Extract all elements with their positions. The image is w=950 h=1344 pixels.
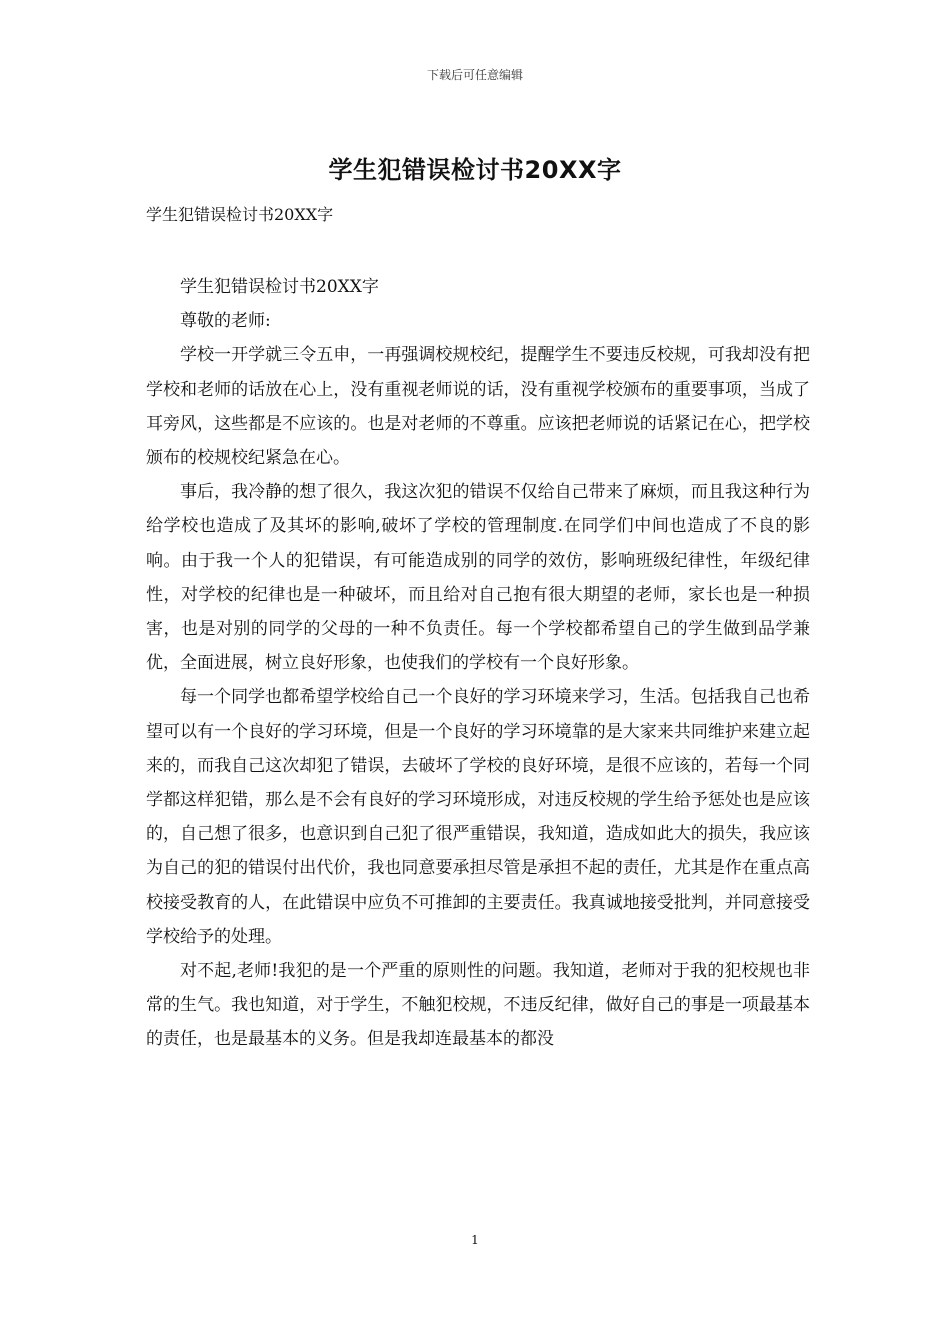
page-header-note: 下载后可任意编辑	[426, 68, 523, 82]
body-paragraph: 对不起,老师!我犯的是一个严重的原则性的问题。我知道，老师对于我的犯校规也非常的生气。我也知道，对于学生，不触犯校规，不违反纪律，做好自己的事是一项最基本的责任，也是最基本的义务。但是我却连最基本的都没	[146, 961, 810, 1050]
body-paragraph: 学生犯错误检讨书20XX字	[180, 277, 379, 297]
page-number: 1	[471, 1233, 479, 1247]
document-subtitle: 学生犯错误检讨书20XX字	[146, 205, 334, 224]
document-title: 学生犯错误检讨书20XX字	[328, 156, 622, 184]
document-body	[146, 270, 810, 1057]
salutation: 尊敬的老师:	[180, 311, 271, 332]
body-paragraph: 学校一开学就三令五申，一再强调校规校纪，提醒学生不要违反校规，可我却没有把学校和老师的话放在心上，没有重视老师说的话，没有重视学校颁布的重要事项，当成了耳旁风，这些都是不应该的。也是对老师的不尊重。应该把老师说的话紧记在心，把学校颁布的校规校纪紧急在心。	[146, 345, 810, 469]
body-paragraph: 每一个同学也都希望学校给自己一个良好的学习环境来学习，生活。包括我自己也希望可以有一个良好的学习环境，但是一个良好的学习环境靠的是大家来共同维护来建立起来的，而我自己这次却犯了错误，去破坏了学校的良好环境，是很不应该的，若每一个同学都这样犯错，那么是不会有良好的学习环境形成，对违反校规的学生给予惩处也是应该的，自己想了很多，也意识到自己犯了很严重错误，我知道，造成如此大的损失，我应该为自己的犯的错误付出代价，我也同意要承担尽管是承担不起的责任，尤其是作在重点高校接受教育的人，在此错误中应负不可推卸的主要责任。我真诚地接受批判，并同意接受学校给予的处理。	[146, 687, 810, 947]
body-paragraph: 事后，我冷静的想了很久，我这次犯的错误不仅给自己带来了麻烦，而且我这种行为给学校也造成了及其坏的影响,破坏了学校的管理制度.在同学们中间也造成了不良的影响。由于我一个人的犯错误，有可能造成别的同学的效仿，影响班级纪律性，年级纪律性，对学校的纪律也是一种破坏，而且给对自己抱有很大期望的老师，家长也是一种损害，也是对别的同学的父母的一种不负责任。每一个学校都希望自己的学生做到品学兼优，全面进展，树立良好形象，也使我们的学校有一个良好形象。	[146, 482, 810, 674]
